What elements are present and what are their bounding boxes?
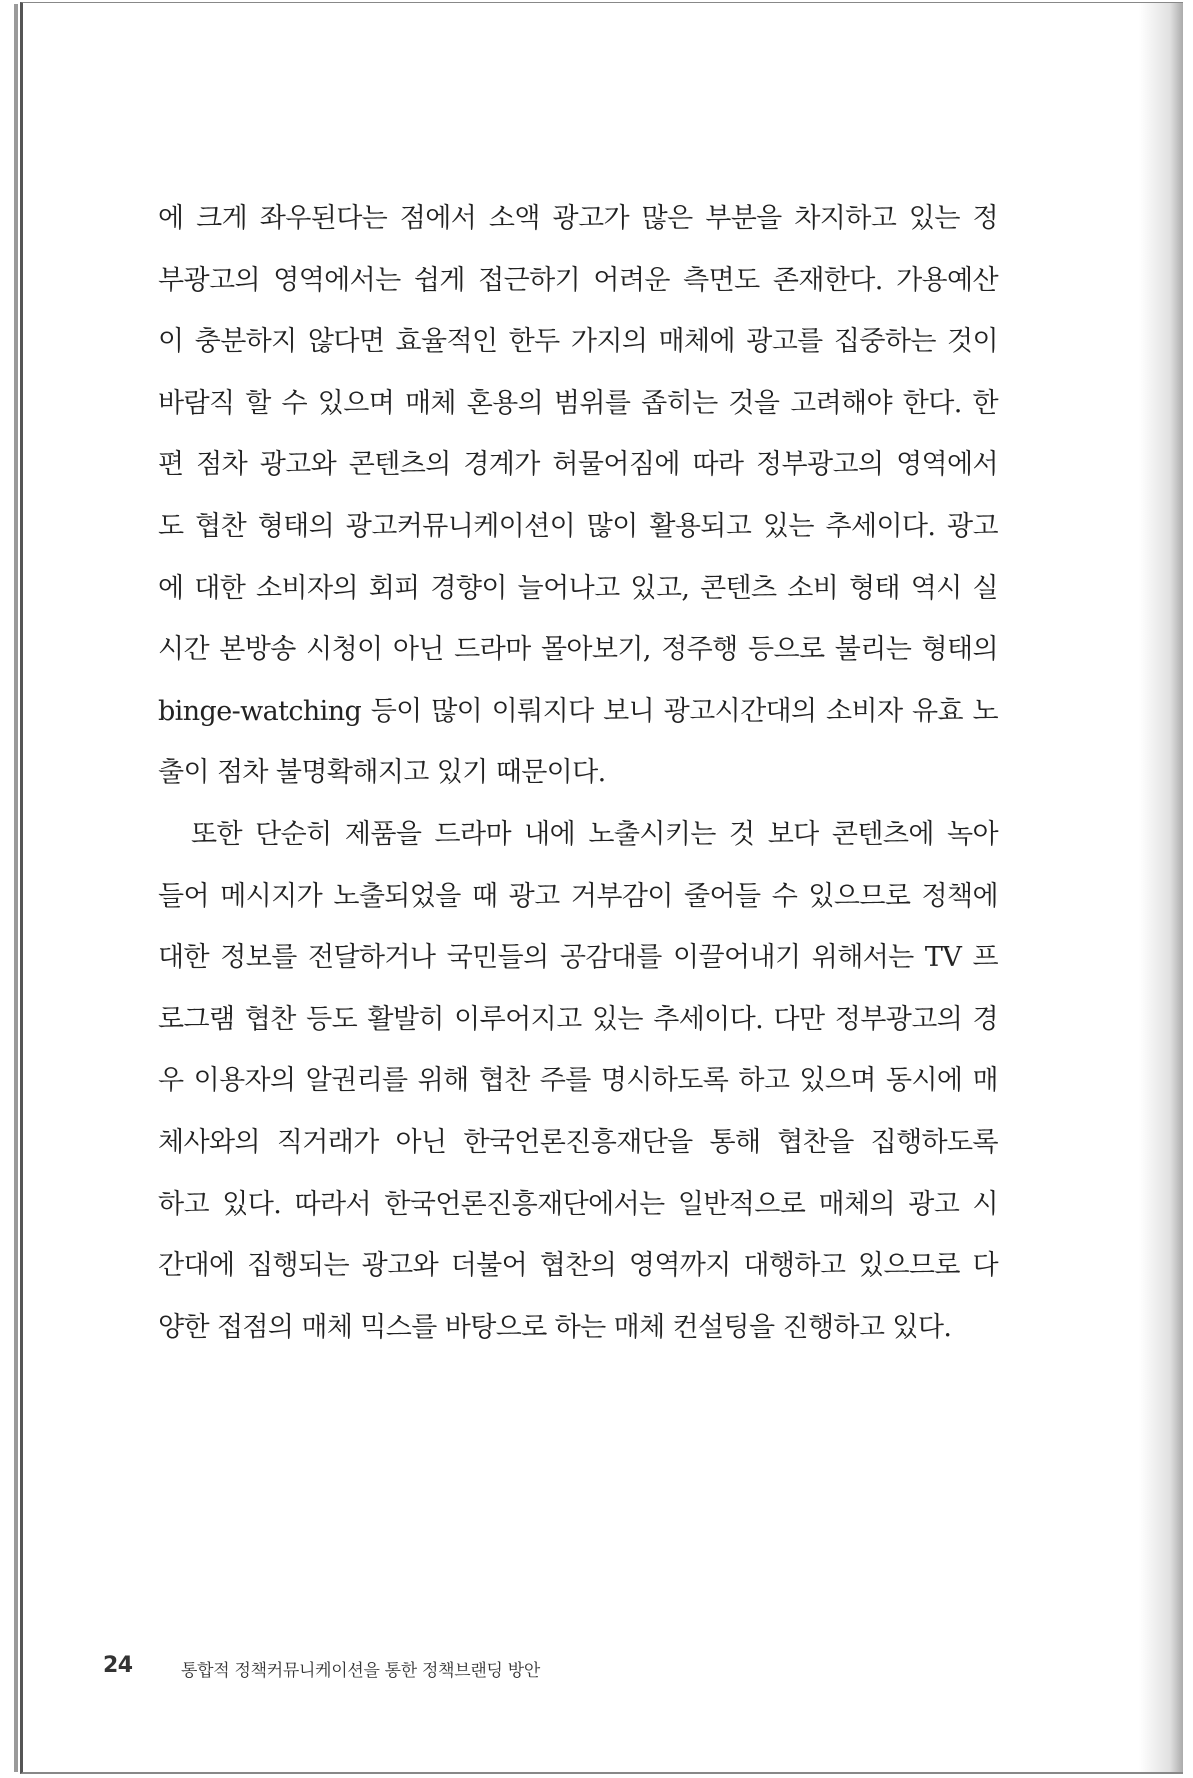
text-line: 로그램 협찬 등도 활발히 이루어지고 있는 추세이다. 다만 정부광고의 경 (158, 1003, 998, 1035)
text-line: 하고 있다. 따라서 한국언론진흥재단에서는 일반적으로 매체의 광고 시 (158, 1188, 998, 1220)
text-line: 대한 정보를 전달하거나 국민들의 공감대를 이끌어내기 위해서는 TV 프 (158, 942, 998, 974)
text-line: 바람직 할 수 있으며 매체 혼용의 범위를 좁히는 것을 고려해야 한다. 한 (158, 387, 998, 419)
book-edge (14, 4, 18, 1772)
text-line: 에 대한 소비자의 회피 경향이 늘어나고 있고, 콘텐츠 소비 형태 역시 실 (158, 572, 998, 604)
page-number: 24 (103, 1653, 133, 1678)
text-line: 출이 점차 불명확해지고 있기 때문이다. (158, 757, 606, 789)
text-line: 들어 메시지가 노출되었을 때 광고 거부감이 줄어들 수 있으므로 정책에 (158, 880, 998, 912)
page-gutter-shadow (1139, 3, 1183, 1772)
text-line: 편 점차 광고와 콘텐츠의 경계가 허물어짐에 따라 정부광고의 영역에서 (158, 449, 998, 481)
text-line: 도 협찬 형태의 광고커뮤니케이션이 많이 활용되고 있는 추세이다. 광고 (158, 510, 998, 542)
paragraph-2 (158, 804, 998, 1358)
text-line: 에 크게 좌우된다는 점에서 소액 광고가 많은 부분을 차지하고 있는 정 (158, 203, 998, 234)
text-line: 우 이용자의 알권리를 위해 협찬 주를 명시하도록 하고 있으며 동시에 매 (158, 1065, 998, 1097)
text-line: 간대에 집행되는 광고와 더불어 협찬의 영역까지 대행하고 있으므로 다 (158, 1250, 998, 1282)
text-line: 부광고의 영역에서는 쉽게 접근하기 어려운 측면도 존재한다. 가용예산 (158, 264, 998, 296)
text-line: 이 충분하지 않다면 효율적인 한두 가지의 매체에 광고를 집중하는 것이 (158, 326, 998, 358)
paragraph-1 (158, 188, 998, 804)
text-line: 양한 접점의 매체 믹스를 바탕으로 하는 매체 컨설팅을 진행하고 있다. (158, 1311, 952, 1343)
text-line: binge-watching 등이 많이 이뤄지다 보니 광고시간대의 소비자 유효 노 (158, 695, 998, 727)
text-line: 시간 본방송 시청이 아닌 드라마 몰아보기, 정주행 등으로 불리는 형태의 (158, 634, 998, 666)
body-text (158, 188, 998, 1358)
text-line: 또한 단순히 제품을 드라마 내에 노출시키는 것 보다 콘텐츠에 녹아 (191, 818, 998, 850)
text-line: 체사와의 직거래가 아닌 한국언론진흥재단을 통해 협찬을 집행하도록 (158, 1126, 998, 1158)
running-title: 통합적 정책커뮤니케이션을 통한 정책브랜딩 방안 (181, 1661, 540, 1681)
